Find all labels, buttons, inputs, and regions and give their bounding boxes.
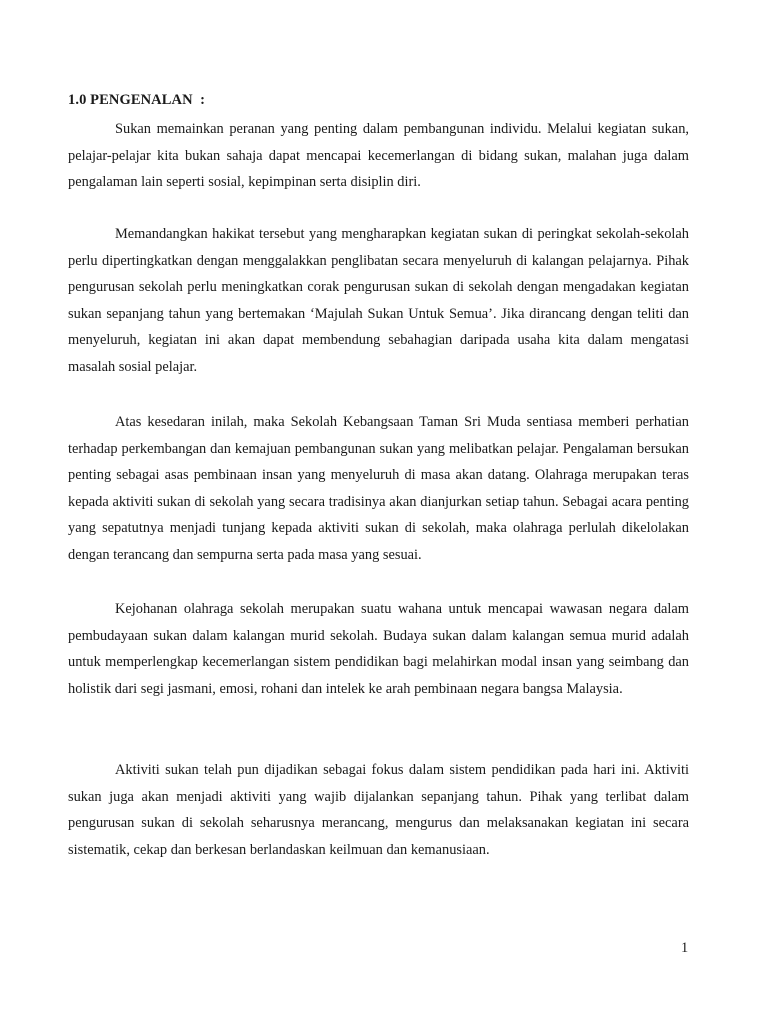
page-number: 1 xyxy=(681,940,689,956)
paragraph-school-awareness: Atas kesedaran inilah, maka Sekolah Kebangsaan Taman Sri Muda sentiasa memberi perhatian terhadap perkembangan dan kemajuan pembangunan sukan yang melibatkan pelajar. Pengalaman bersukan penting sebagai asas pembinaan insan yang menyeluruh di masa akan datang. Olahraga merupakan teras kepada aktiviti sukan di sekolah yang secara tradisinya akan dianjurkan setiap tahun. Sebagai acara penting yang sepatutnya menjadi tunjang kepada aktiviti sukan di sekolah, maka olahraga perlulah dikelolakan dengan terancang dan sempurna serta pada masa yang sesuai. xyxy=(68,414,689,563)
paragraph-school-sports-management: Memandangkan hakikat tersebut yang mengharapkan kegiatan sukan di peringkat sekolah-sekolah perlu dipertingkatkan dengan menggalakkan penglibatan secara menyeluruh di kalangan pelajarnya. Pihak pengurusan sekolah perlu meningkatkan corak pengurusan sukan di sekolah dengan mengadakan kegiatan sukan sepanjang tahun yang bertemakan ‘Majulah Sukan Untuk Semua’. Jika dirancang dengan teliti dan menyeluruh, kegiatan ini akan dapat membendung sebahagian daripada usaha kita dalam mengatasi masalah sosial pelajar. xyxy=(68,226,689,375)
section-heading: 1.0 PENGENALAN : xyxy=(68,92,206,108)
paragraph-athletics-championship: Kejohanan olahraga sekolah merupakan suatu wahana untuk mencapai wawasan negara dalam pembudayaan sukan dalam kalangan murid sekolah. Budaya sukan dalam kalangan semua murid adalah untuk memperlengkap kecemerlangan sistem pendidikan bagi melahirkan modal insan yang seimbang dan holistik dari segi jasmani, emosi, rohani dan intelek ke arah pembinaan negara bangsa Malaysia. xyxy=(68,601,689,697)
paragraph-sports-activities-focus: Aktiviti sukan telah pun dijadikan sebagai fokus dalam sistem pendidikan pada hari ini. Aktiviti sukan juga akan menjadi aktiviti yang wajib dijalankan sepanjang tahun. Pihak yang terlibat dalam pengurusan sukan di sekolah seharusnya merancang, mengurus dan melaksanakan kegiatan ini secara sistematik, cekap dan berkesan berlandaskan keilmuan dan kemanusiaan. xyxy=(68,762,689,858)
paragraph-introduction: Sukan memainkan peranan yang penting dalam pembangunan individu. Melalui kegiatan sukan, pelajar-pelajar kita bukan sahaja dapat mencapai kecemerlangan di bidang sukan, malahan juga dalam pengalaman lain seperti sosial, kepimpinan serta disiplin diri. xyxy=(68,121,689,190)
